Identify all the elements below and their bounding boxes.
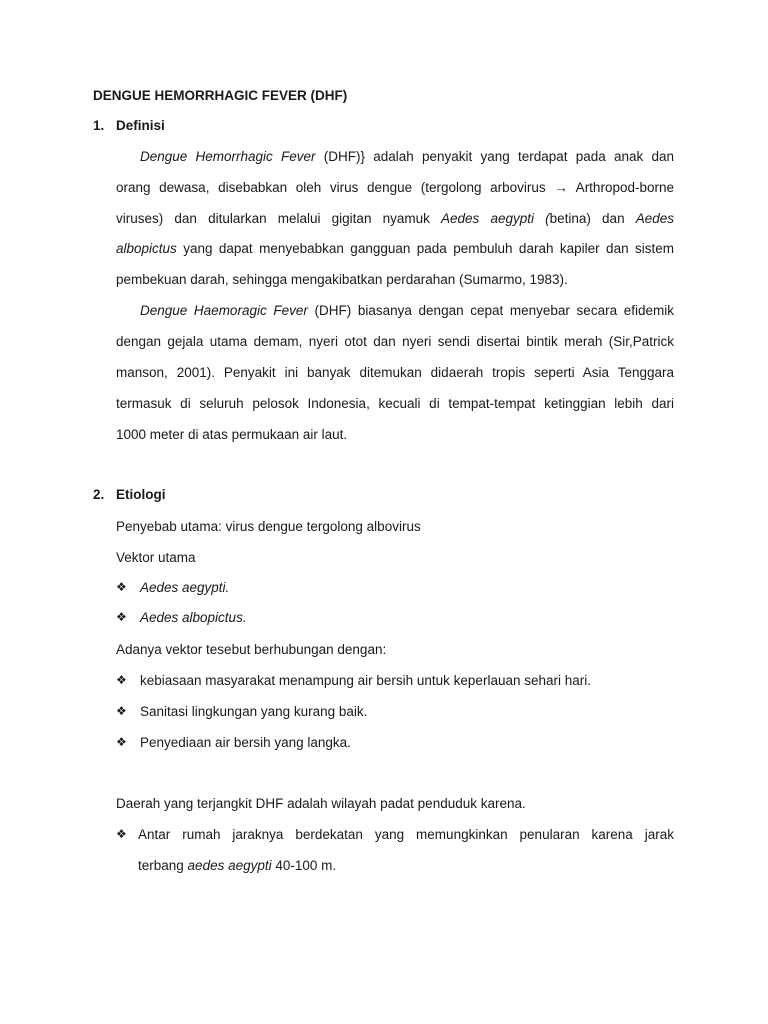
cause-text: Penyebab utama: virus dengue tergolong albovirus	[116, 519, 421, 534]
list-item: Sanitasi lingkungan yang kurang baik.	[140, 704, 368, 719]
italic-term: Aedes aegypti (	[441, 211, 550, 226]
paragraph-line: orang dewasa, disebabkan oleh virus dengue (tergolong arbovirus → Arthropod-borne	[116, 180, 674, 195]
paragraph-line: dengan gejala utama demam, nyeri otot dan nyeri sendi disertai bintik merah (Sir,Patrick	[116, 334, 674, 349]
diamond-bullet-icon: ❖	[116, 673, 127, 687]
vector-label: Vektor utama	[116, 550, 196, 565]
italic-term: aedes aegypti	[187, 858, 272, 873]
relation-label: Adanya vektor tesebut berhubungan dengan:	[116, 642, 387, 657]
paragraph-line: 1000 meter di atas permukaan air laut.	[116, 427, 348, 442]
section-number: 2.	[93, 487, 105, 502]
list-item: Antar rumah jaraknya berdekatan yang memungkinkan penularan karena jarak	[138, 827, 674, 842]
list-item: Aedes aegypti.	[140, 580, 230, 595]
section-heading: Etiologi	[116, 487, 166, 502]
diamond-bullet-icon: ❖	[116, 610, 127, 624]
diamond-bullet-icon: ❖	[116, 735, 127, 749]
list-item: Aedes albopictus.	[140, 610, 247, 625]
diamond-bullet-icon: ❖	[116, 580, 127, 594]
paragraph-line: pembekuan darah, sehingga mengakibatkan perdarahan (Sumarmo, 1983).	[116, 272, 568, 287]
paragraph-line: Dengue Hemorrhagic Fever (DHF)} adalah penyakit yang terdapat pada anak dan	[140, 149, 674, 164]
section-heading: Definisi	[116, 118, 165, 133]
paragraph-line: manson, 2001). Penyakit ini banyak ditemukan didaerah tropis seperti Asia Tenggara	[116, 365, 674, 380]
italic-term: Dengue Hemorrhagic Fever	[140, 149, 316, 164]
list-item-continuation: terbang aedes aegypti 40-100 m.	[138, 858, 337, 873]
diamond-bullet-icon: ❖	[116, 827, 127, 841]
list-item: kebiasaan masyarakat menampung air bersih untuk keperlauan sehari hari.	[140, 673, 592, 688]
area-label: Daerah yang terjangkit DHF adalah wilayah padat penduduk karena.	[116, 796, 526, 811]
paragraph-line: viruses) dan ditularkan melalui gigitan nyamuk Aedes aegypti (betina) dan Aedes	[116, 211, 675, 226]
italic-term: albopictus	[116, 241, 177, 256]
diamond-bullet-icon: ❖	[116, 704, 127, 718]
italic-term: Aedes	[635, 211, 675, 226]
italic-term: Dengue Haemoragic Fever	[140, 303, 308, 318]
paragraph-line: albopictus yang dapat menyebabkan gangguan pada pembuluh darah kapiler dan sistem	[116, 241, 674, 256]
paragraph-line: termasuk di seluruh pelosok Indonesia, kecuali di tempat-tempat ketinggian lebih dari	[116, 396, 674, 411]
document-title: DENGUE HEMORRHAGIC FEVER (DHF)	[93, 88, 348, 103]
list-item: Penyediaan air bersih yang langka.	[140, 735, 351, 750]
section-number: 1.	[93, 118, 105, 133]
paragraph-line: Dengue Haemoragic Fever (DHF) biasanya dengan cepat menyebar secara efidemik	[140, 303, 674, 318]
